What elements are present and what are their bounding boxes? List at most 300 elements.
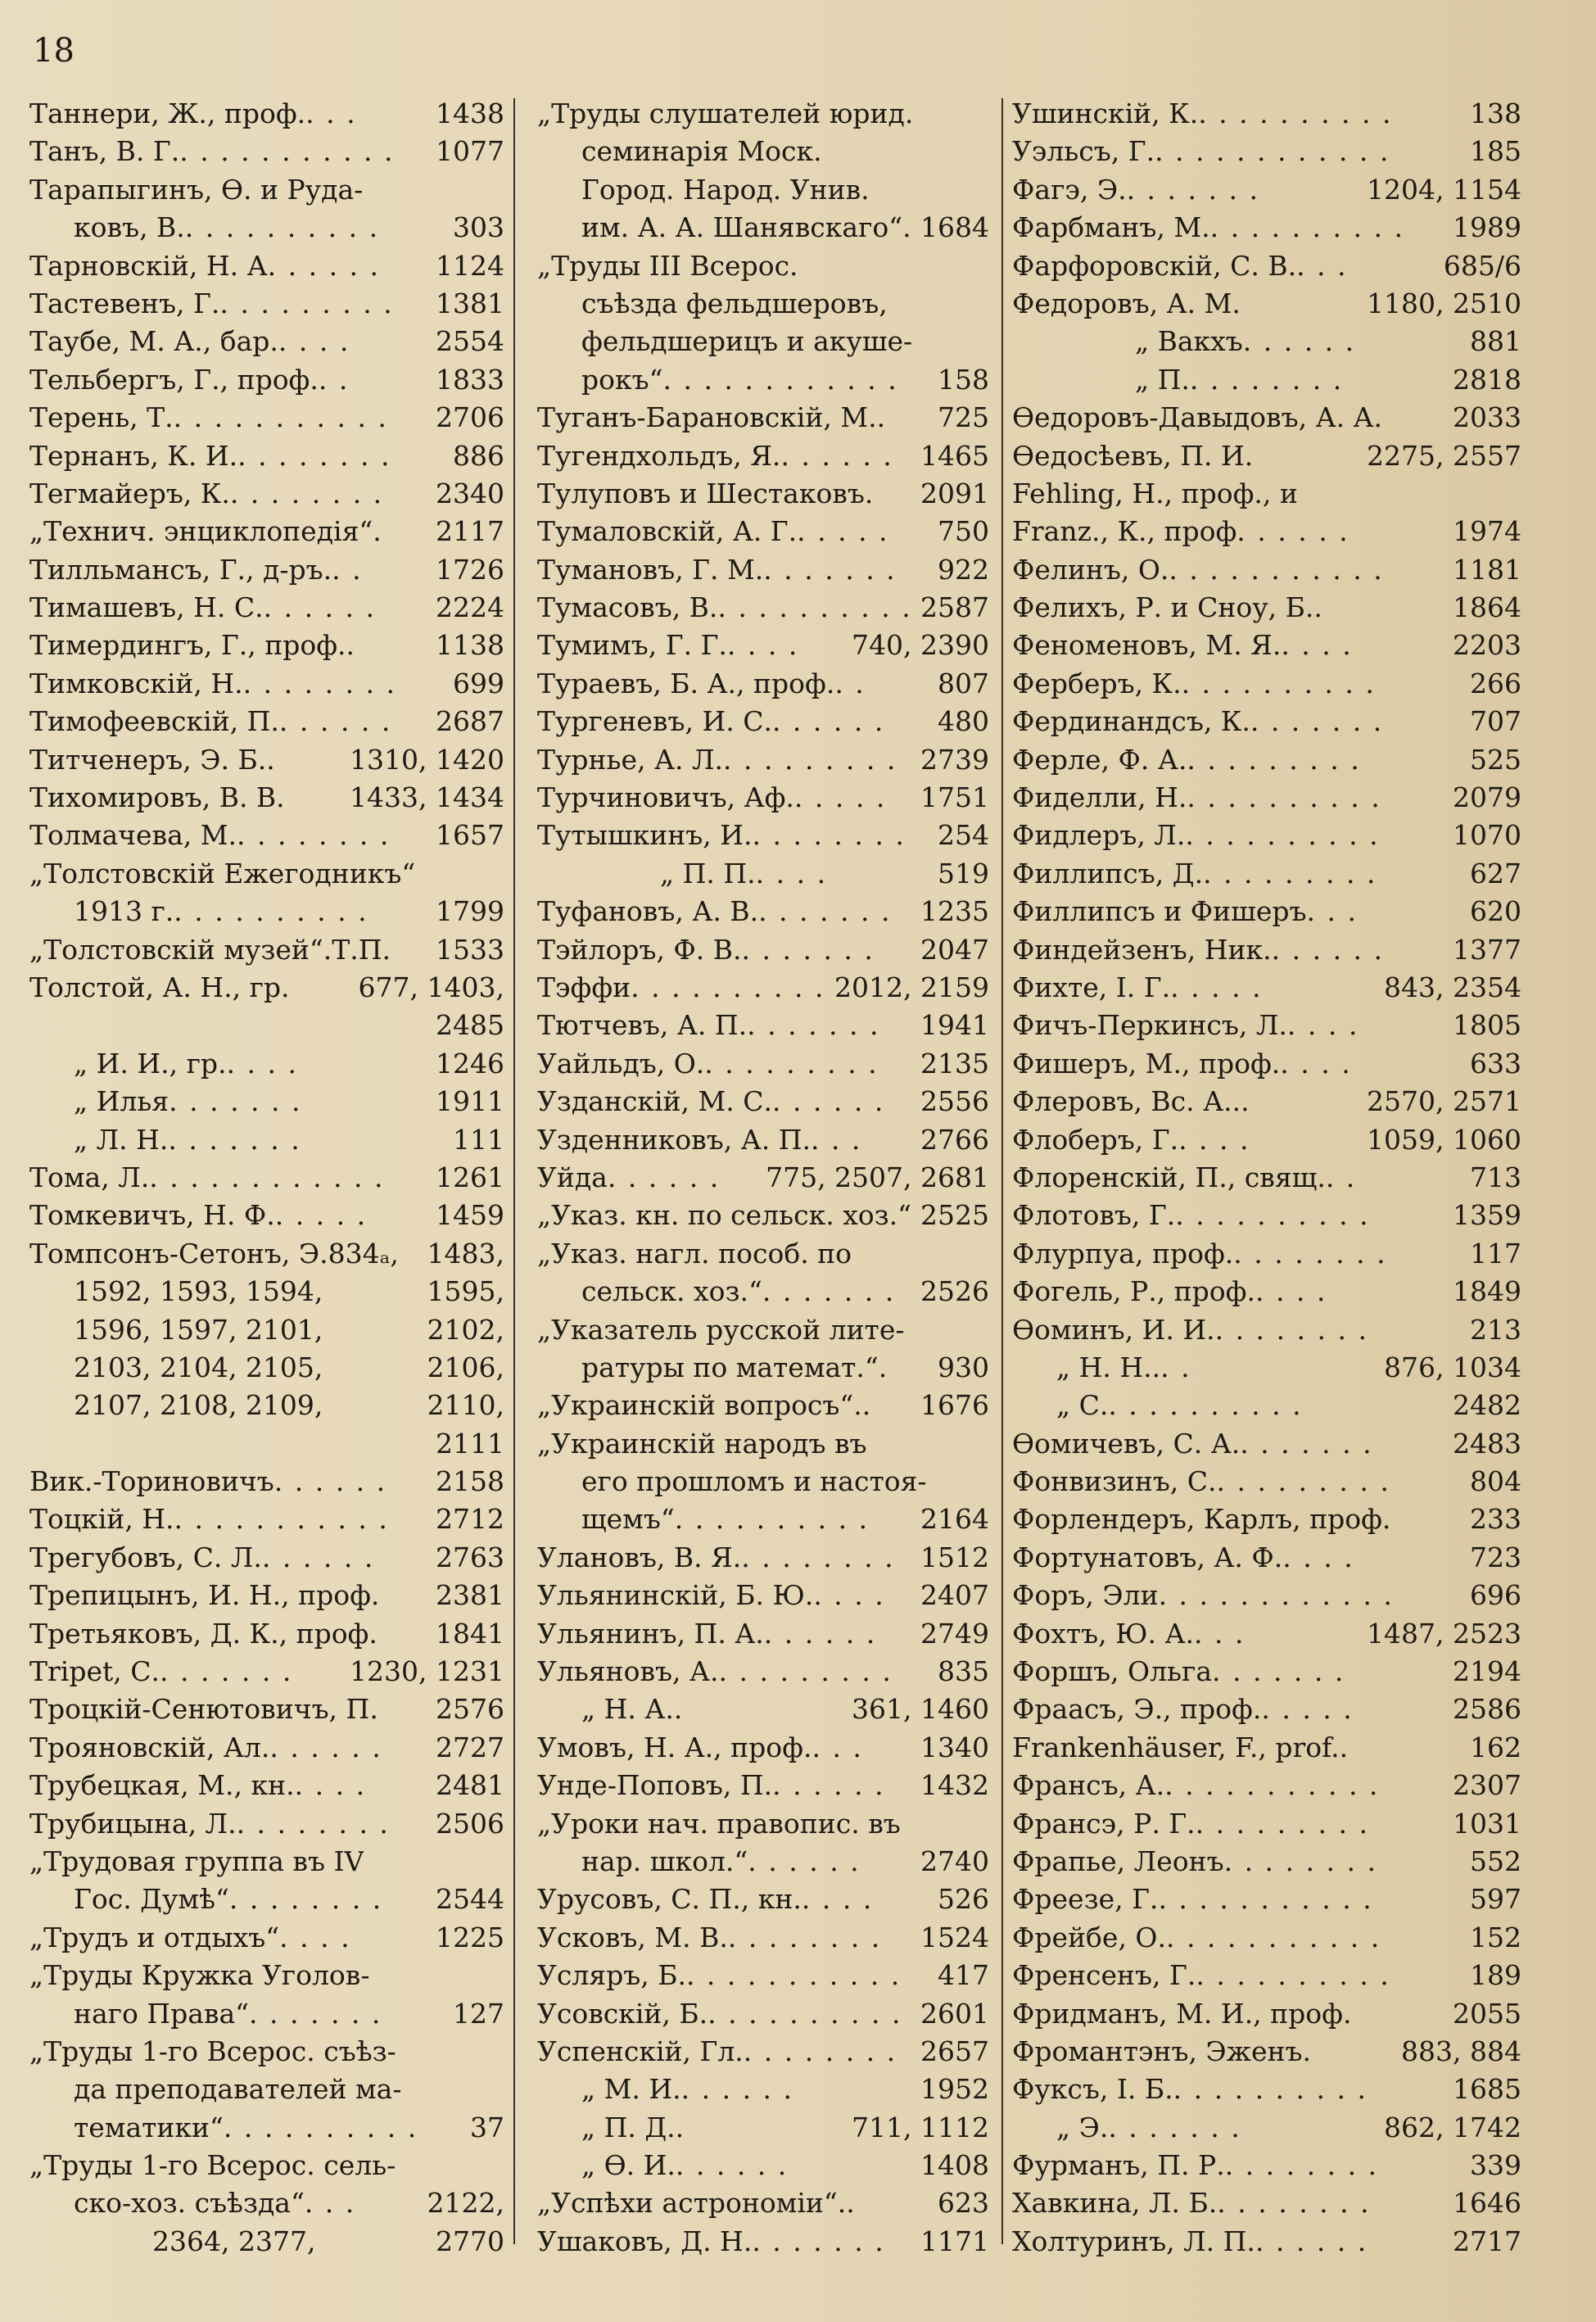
index-entry [537,1729,989,1767]
index-entry [537,1273,989,1310]
entry-number: 2766 [920,1123,989,1156]
entry-name: ско-хоз. съѣзда“ [74,2187,305,2220]
index-entry [1012,513,1521,550]
index-entry [1012,1653,1521,1691]
leader-dots: . . . . [1280,1047,1352,1080]
entry-name: Троцкій-Сенютовичъ, П. [29,1693,378,1726]
entry-number: 2586 [1453,1693,1521,1726]
entry-number: 1230, 1231 [350,1655,504,1688]
leader-dots: . . . . . . . . . . . . [662,363,898,396]
leader-dots: . . . [304,2187,356,2220]
entry-number: 1059, 1060 [1367,1123,1521,1156]
entry-number: 750 [938,515,989,548]
index-entry [1012,1197,1521,1234]
leader-dots: . . . . [1255,1275,1327,1308]
entry-name: Frankenhäuser, F., prof.. [1012,1731,1349,1763]
leader-dots: . . . . . . . . . . . [179,135,395,168]
index-entry [1012,1995,1521,2033]
index-entry [537,1007,989,1044]
leader-dots: . . . . . [274,1199,368,1232]
entry-number: 1124 [436,249,504,282]
entry-name: Фуксъ, І. Б. [1012,2073,1173,2106]
entry-name: наго Права“ [74,1997,250,2030]
leader-dots: . . . . . . . [741,933,875,966]
entry-name: Ульянинъ, П. А. [537,1617,764,1650]
entry-name: Тегмайеръ, К. [29,477,230,509]
index-entry [537,2033,989,2071]
entry-name: Tripet, С. [29,1655,160,1688]
entry-name: Тилльмансъ, Г., д-ръ. [29,553,332,586]
index-entry [537,2223,989,2261]
entry-number: 685/6 [1443,249,1521,282]
index-entry [1012,1919,1521,1957]
entry-name: щемъ“ [581,1503,675,1536]
entry-name: Ѳомичевъ, С. А. [1012,1427,1241,1460]
leader-dots: . . . . . . . [169,1085,302,1118]
leader-dots: . . . . . . . . . [1187,743,1361,776]
entry-number: 930 [938,1351,989,1383]
leader-dots: . . . . . . [263,591,376,624]
entry-name: „Труды III Всерос. [537,249,798,282]
entry-number: 2526 [920,1275,989,1308]
entry-number: 1524 [920,1921,989,1953]
entry-number: 713 [1470,1161,1521,1193]
entry-name: Трояновскій, Ал. [29,1731,270,1763]
entry-name: Фарбманъ, М. [1012,211,1210,244]
entry-number: 254 [938,819,989,852]
entry-number: 1799 [436,895,504,928]
entry-number: 2117 [436,515,504,548]
entry-number: 711, 1112 [852,2111,989,2143]
entry-number: 677, 1403, [358,971,504,1003]
index-entry [1012,2033,1521,2071]
index-entry [537,1919,989,1957]
index-entry [1012,931,1521,969]
entry-number: 862, 1742 [1384,2111,1521,2143]
index-entry [1012,1843,1521,1881]
entry-name: Фогель, Р., проф. [1012,1275,1255,1308]
entry-name: Фридманъ, М. И., проф. [1012,1997,1352,2030]
leader-dots: . . [332,553,363,586]
entry-number: 1833 [436,363,504,396]
entry-number: 185 [1470,135,1521,168]
index-entry [1012,817,1521,854]
leader-dots: . . . . . . [278,705,392,738]
index-entry [29,665,504,703]
entry-name: Тимашевъ, Н. С. [29,591,264,624]
index-entry [537,893,989,930]
leader-dots: . . . . . . . . [237,819,391,852]
index-entry [29,1653,504,1691]
leader-dots: . . . . . . [680,2073,794,2106]
entry-number: 1204, 1154 [1367,173,1521,206]
entry-name: „ Л. Н. [74,1123,169,1156]
index-entry [1012,1615,1521,1653]
index-entry [1012,703,1521,740]
entry-name: Fehling, Н., проф., и [1012,477,1298,509]
entry-number: 775, 2507, 2681 [766,1161,989,1193]
entry-number: 1433, 1434 [350,781,504,814]
index-entry [1012,2071,1521,2108]
entry-name: Усляръ, Б. [537,1959,686,1992]
entry-name: Успенскій, Гл. [537,2035,744,2067]
leader-dots: . . . . . . . . [743,2035,897,2067]
entry-name: Вик.-Ториновичъ [29,1465,274,1498]
index-entry [1012,1387,1521,1424]
entry-number: 1077 [436,135,504,168]
index-entry [29,1273,504,1310]
entry-name: Финдейзенъ, Ник. [1012,933,1272,966]
index-entry [537,1159,989,1197]
index-entry [1012,1577,1521,1614]
entry-name: Томкевичъ, Н. Ф. [29,1199,275,1232]
entry-name: Фреезе, Г. [1012,1883,1159,1916]
leader-dots: . . . . . . . . . [704,1047,879,1080]
index-entry [29,1995,504,2033]
entry-name: Толстой, А. Н., гр. [29,971,290,1003]
entry-name: Ушаковъ, Д. Н. [537,2225,753,2257]
leader-dots: . . . . . . . . . . . [1164,1769,1380,1802]
index-entry [537,1539,989,1577]
index-entry [1012,2223,1521,2261]
entry-name: Филлипсъ и Фишеръ [1012,895,1307,928]
entry-name: 1913 г. [74,895,174,928]
entry-name: Ферберъ, К. [1012,667,1182,699]
entry-name: Франсъ, А. [1012,1769,1165,1802]
index-entry [537,437,989,475]
entry-number: 1377 [1453,933,1521,966]
index-entry [29,95,504,133]
leader-dots: . . . [1306,895,1358,928]
index-entry [537,1463,989,1500]
index-entry [537,1691,989,1728]
entry-name: Ферле, Ф. А. [1012,743,1187,776]
leader-dots: . . . . . [793,781,887,814]
index-entry [1012,1159,1521,1197]
index-entry [537,703,989,740]
entry-number: 2481 [436,1769,504,1802]
leader-dots: . . . . [755,857,828,889]
entry-number: 1805 [1453,1009,1521,1042]
index-entry [29,1045,504,1083]
leader-dots: . . . . . . . . . . [223,2111,418,2143]
entry-number: 1246 [436,1047,504,1080]
index-entry [29,171,504,209]
index-entry [29,1691,504,1728]
entry-name: Форшъ, Ольга [1012,1655,1212,1688]
entry-name: „Труды 1-го Всерос. съѣз- [29,2035,396,2067]
leader-dots: . . . . . . . [762,1275,896,1308]
leader-dots: . . . [1296,249,1348,282]
entry-number: 1180, 2510 [1367,287,1521,319]
leader-dots: . . . . . . . . . . [1175,1199,1370,1232]
entry-name: Тумимъ, Г. Г. [537,629,727,662]
entry-name: Тураевъ, Б. А., проф. [537,667,835,699]
index-entry [1012,1805,1521,1843]
leader-dots: . . . . . . . . . . . . [1158,1579,1394,1612]
index-entry [1012,665,1521,703]
index-entry [1012,1235,1521,1273]
index-entry [1012,1425,1521,1463]
page-number: 18 [33,32,75,70]
index-entry [29,1387,504,1424]
entry-number: 1438 [436,97,504,129]
index-entry [537,665,989,703]
leader-dots: . . . . . . . . . . [1173,2073,1368,2106]
entry-name: „Труды Кружка Уголов- [29,1959,370,1992]
entry-number: 417 [938,1959,989,1992]
entry-name: Турнье, А. Л. [537,743,724,776]
entry-number: 2554 [436,325,504,358]
entry-number: 1031 [1453,1807,1521,1840]
entry-number: 597 [1470,1883,1521,1916]
index-entry [29,1957,504,1994]
index-entry [1012,1463,1521,1500]
entry-number: 2749 [920,1617,989,1650]
leader-dots: . . . . . . . [1212,1655,1345,1688]
entry-name: Турчиновичъ, Аф. [537,781,794,814]
entry-name: Таубе, М. А., бар. [29,325,278,358]
index-entry [537,1881,989,1918]
entry-name: Федоровъ, А. М. [1012,287,1241,319]
entry-name: „ Вакхъ [1135,325,1243,358]
index-entry [1012,1881,1521,1918]
leader-dots: . . . . . . . [168,1123,301,1156]
entry-number: 2307 [1453,1769,1521,1802]
index-entry [29,1463,504,1500]
entry-name: Флурпуа, проф. [1012,1237,1234,1270]
index-entry [1012,1500,1521,1538]
leader-dots: . . . . . . . . [1214,1313,1368,1346]
leader-dots: . . . . . . [748,1844,861,1877]
entry-number: 2012, 2159 [834,971,989,1003]
index-entry [537,2109,989,2147]
entry-number: 2275, 2557 [1367,439,1521,472]
index-entry [537,855,989,893]
leader-dots: . . . . . . [771,1085,885,1118]
entry-name: Тимердингъ, Г., проф. [29,629,346,662]
entry-number: 1941 [920,1009,989,1042]
leader-dots: . . . . . . . . . . [631,971,825,1003]
entry-number: 2587 [920,591,989,624]
leader-dots: . . . . [1281,629,1353,662]
entry-name: 2107, 2108, 2109, [74,1389,323,1422]
entry-number: 1952 [920,2073,989,2106]
entry-name: Флотовъ, Г. [1012,1199,1176,1232]
entry-name: Трубецкая, М., кн. [29,1769,295,1802]
entry-name: Терень, Т. [29,401,174,434]
entry-number: 883, 884 [1401,2035,1521,2067]
index-entry [29,627,504,664]
entry-name: 1596, 1597, 2101, [74,1313,323,1346]
index-entry [1012,1083,1521,1120]
entry-number: 2727 [436,1731,504,1763]
entry-name: „Украинскій народъ въ [537,1427,867,1460]
entry-number: 1340 [920,1731,989,1763]
index-entry [537,1425,989,1463]
index-entry [29,399,504,437]
leader-dots: . . . . . . . . . . [1196,1959,1390,1992]
entry-number: 620 [1470,895,1521,928]
entry-number: 2576 [436,1693,504,1726]
entry-name: Тоцкій, Н. [29,1503,174,1536]
leader-dots: . . . . . . . . . . [708,1997,902,2030]
entry-name: да преподавателей ма- [74,2073,402,2106]
leader-dots: . . . . [813,1579,885,1612]
entry-name: Фишеръ, М., проф. [1012,1047,1281,1080]
index-entry [537,209,989,247]
index-entry [1012,437,1521,475]
entry-number: 1911 [436,1085,504,1118]
index-entry [537,2071,989,2108]
index-entry [29,1311,504,1349]
leader-dots: . . . . . . . . . [723,743,897,776]
index-entry [1012,1349,1521,1387]
index-entry [1012,171,1521,209]
entry-number: 1235 [920,895,989,928]
entry-number: 152 [1470,1921,1521,1953]
entry-number: 2111 [436,1427,504,1460]
leader-dots: . . . . . . . . [1189,363,1344,396]
entry-number: 1974 [1453,515,1521,548]
entry-number: 2164 [920,1503,989,1536]
entry-number: 1138 [436,629,504,662]
index-entry [1012,969,1521,1007]
index-entry [1012,1121,1521,1159]
entry-number: 1533 [436,933,504,966]
entry-number: 843, 2354 [1384,971,1521,1003]
leader-dots: . . . . . . . . . . [174,895,368,928]
index-entry [29,551,504,589]
entry-number: 117 [1470,1237,1521,1270]
entry-name: Титченеръ, Э. Б.. [29,743,275,776]
entry-number: 696 [1470,1579,1521,1612]
leader-dots: . . . . . . . [752,2225,885,2257]
leader-dots: . . . . . . . . . . [1185,819,1380,852]
index-entry [1012,1767,1521,1804]
index-entry [537,627,989,664]
leader-dots: . . . . . . . [758,895,892,928]
index-entry [29,855,504,893]
entry-name: Тумановъ, Г. М. [537,553,764,586]
entry-name: „ Илья [74,1085,170,1118]
index-entry [1012,1311,1521,1349]
index-entry [537,1843,989,1881]
entry-number: 1487, 2523 [1367,1617,1521,1650]
index-entry [29,1881,504,1918]
leader-dots: . . . . . . . . [1233,1237,1387,1270]
entry-name: Тернанъ, К. И. [29,439,238,472]
entry-name: „Трудовая группа въ IV [29,1844,364,1877]
index-entry [29,1615,504,1653]
entry-name: Уэльсъ, Г. [1012,135,1155,168]
entry-number: 2570, 2571 [1367,1085,1521,1118]
entry-number: 627 [1470,857,1521,889]
index-entry [1012,209,1521,247]
entry-name: Флоберъ, Г. [1012,1123,1179,1156]
index-entry [1012,2109,1521,2147]
leader-dots: . . . . . . . . . . . [685,1959,902,1992]
entry-name: Тургеневъ, И. С. [537,705,772,738]
entry-name: Фрапье, Леонъ [1012,1844,1224,1877]
entry-name: Трубицына, Л. [29,1807,237,1840]
index-entry [29,1577,504,1614]
index-entry [537,1500,989,1538]
index-entry [29,817,504,854]
entry-name: Форъ, Эли [1012,1579,1159,1612]
leader-dots: . . . . . . . . [752,819,906,852]
entry-number: 1381 [436,287,504,319]
entry-name: Томпсонъ-Сетонъ, Э.834ₐ, [29,1237,399,1270]
entry-number: 2203 [1453,629,1521,662]
entry-number: 2110, [427,1389,504,1422]
entry-number: 2158 [436,1465,504,1498]
index-entry [537,551,989,589]
entry-name: Франсэ, Р. Г. [1012,1807,1196,1840]
leader-dots: . . . . . . . . . [219,287,394,319]
entry-number: 138 [1470,97,1521,129]
leader-dots: . . [1160,1351,1191,1383]
index-entry [1012,1539,1521,1577]
leader-dots: . . . . . . . . . . [184,211,380,244]
entry-name: Ѳедоровъ-Давыдовъ, А. А. [1012,401,1383,434]
entry-number: 1751 [920,781,989,814]
entry-name: Тютчевъ, А. П. [537,1009,748,1042]
leader-dots: . . . . [294,1769,367,1802]
index-entry [1012,741,1521,779]
entry-name: „ Н. Н.. [1056,1351,1161,1383]
entry-number: 1310, 1420 [350,743,504,776]
leader-dots: . . . . . . . . . . [1209,211,1404,244]
index-entry [29,1919,504,1957]
entry-name: Фарфоровскій, С. В. [1012,249,1297,282]
index-entry [537,589,989,627]
entry-name: Тутышкинъ, И. [537,819,753,852]
index-entry [1012,323,1521,360]
index-entry [537,1349,989,1387]
entry-name: Третьяковъ, Д. К., проф. [29,1617,378,1650]
index-entry [537,817,989,854]
index-entry [1012,589,1521,627]
entry-name: ковъ, В. [74,211,185,244]
entry-name: Флоренскій, П., свящ. [1012,1161,1326,1193]
leader-dots: . . . . . . . . [727,1921,882,1953]
entry-name: Тарновскій, Н. А [29,249,268,282]
entry-number: 2482 [1453,1389,1521,1422]
leader-dots: . . . . . . . [1126,173,1259,206]
entry-name: „ Ѳ. И. [581,2149,676,2182]
entry-number: 2818 [1453,363,1521,396]
index-entry [29,475,504,513]
entry-name: Тихомировъ, В. В. [29,781,285,814]
entry-name: „ Н. А.. [581,1693,683,1726]
index-entry [29,589,504,627]
column-divider [513,98,515,2244]
entry-name: Фагэ, Э. [1012,173,1127,206]
index-entry [29,2033,504,2071]
leader-dots: . . . . [1178,1123,1250,1156]
index-entry [537,2147,989,2184]
entry-number: 1849 [1453,1275,1521,1308]
entry-name: Фонвизинъ, С. [1012,1465,1217,1498]
entry-name: Тэффи [537,971,631,1003]
index-entry [1012,893,1521,930]
leader-dots: . . . . . . [261,1541,375,1573]
index-entry [29,1349,504,1387]
entry-name: Урусовъ, С. П., кн. [537,1883,802,1916]
leader-dots: . . . . . . . [1240,1427,1373,1460]
leader-dots: . [846,2187,857,2220]
